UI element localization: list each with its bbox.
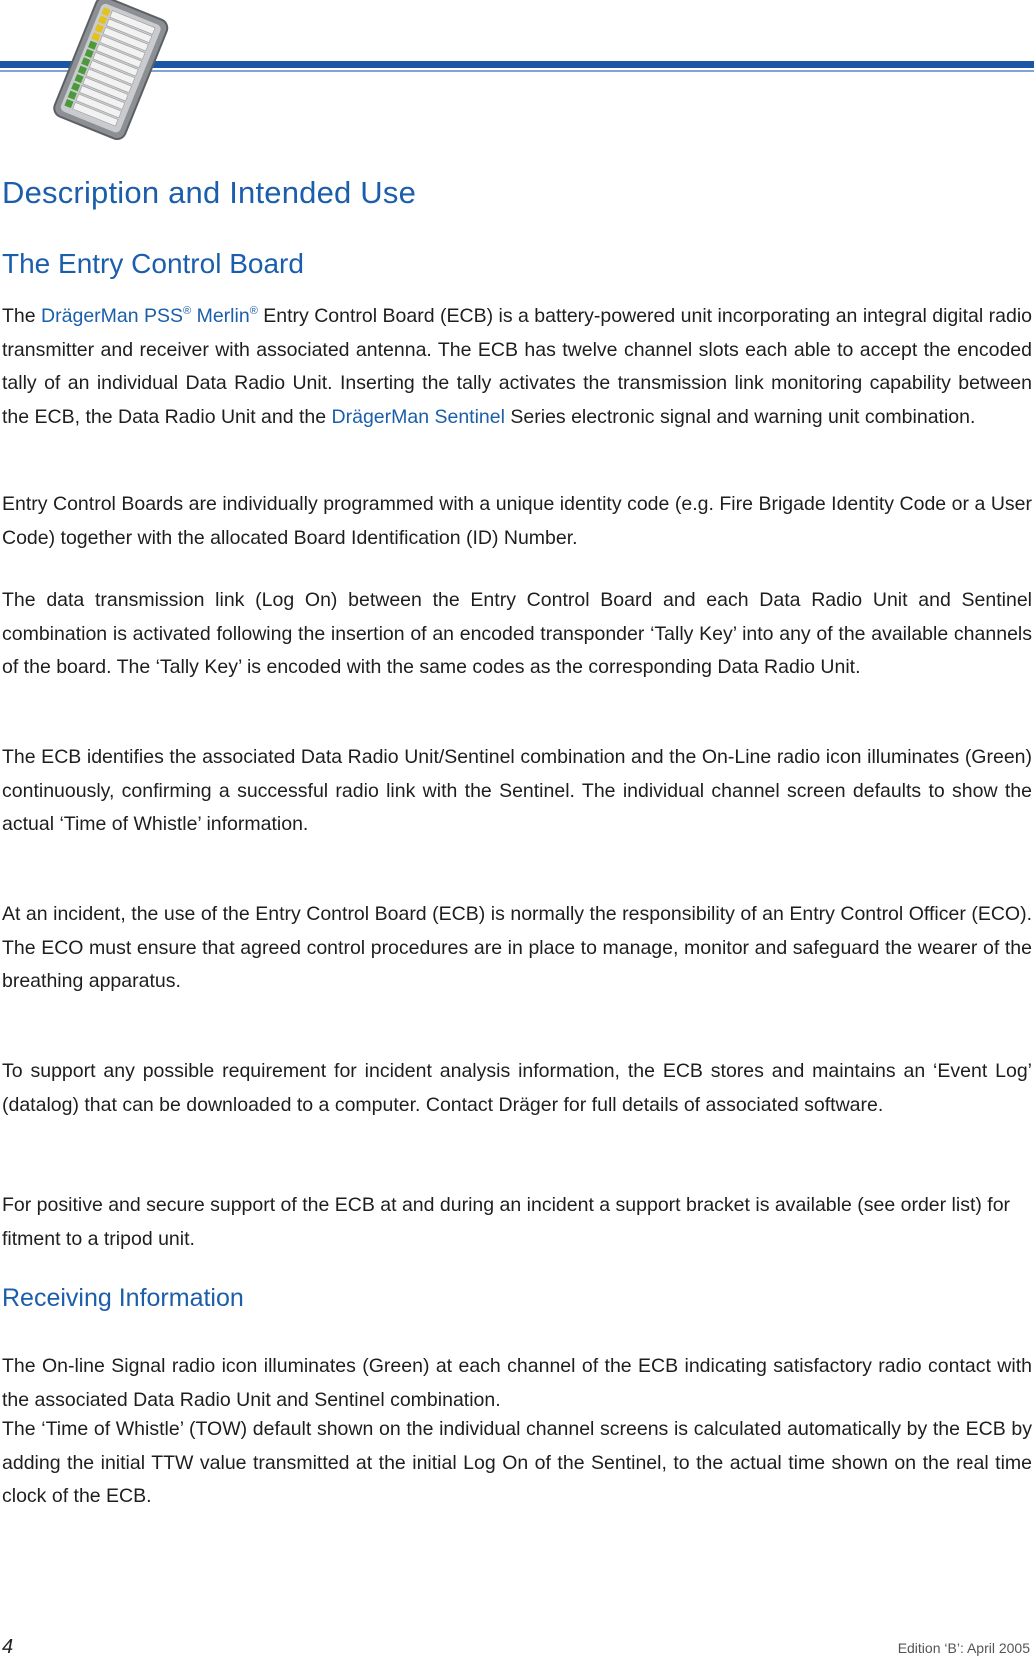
section-heading-receiving-information: Receiving Information — [2, 1284, 244, 1312]
brand-name-sentinel: DrägerMan Sentinel — [331, 405, 505, 428]
ecb-paragraph-4: The ECB identifies the associated Data Radio Unit/Sentinel combination and the On-Line radio icon illuminates (Green) continuously, confirming a successful radio link with the Sentinel. The individual channel screen defaults to show the actual ‘Time of Whistle’ information. — [2, 746, 1032, 835]
receiving-paragraph-1: The On-line Signal radio icon illuminates (Green) at each channel of the ECB indicating satisfactory radio contact with the associated Data Radio Unit and Sentinel combination. — [2, 1355, 1032, 1411]
page-title: Description and Intended Use — [2, 175, 417, 210]
receiving-paragraph-2: The ‘Time of Whistle’ (TOW) default shown on the individual channel screens is calculated automatically by the ECB by adding the initial TTW value transmitted at the initial Log On of the Sentinel, to the actual time shown on the real time clock of the ECB. — [2, 1418, 1032, 1507]
entry-control-board-image — [40, 0, 180, 140]
ecb-paragraph-6: To support any possible requirement for incident analysis information, the ECB stores and maintains an ‘Event Log’ (datalog) that can be downloaded to a computer. Contact Dräger for full details of associated software. — [2, 1060, 1032, 1116]
brand-name: DrägerMan PSS® Merlin® — [41, 305, 258, 327]
edition-label: Edition ‘B’: April 2005 — [897, 1640, 1030, 1656]
ecb-paragraph-3: The data transmission link (Log On) between the Entry Control Board and each Data Radio Unit and Sentinel combination is activated following the insertion of an encoded transponder ‘Tally Key’ into any of the available channels of the board. The ‘Tally Key’ is encoded with the same codes as the corresponding Data Radio Unit. — [2, 589, 1032, 678]
section-heading-entry-control-board: The Entry Control Board — [2, 248, 304, 279]
ecb-paragraph-1: The DrägerMan PSS® Merlin® Entry Control Board (ECB) is a battery-powered unit incorporating an integral digital radio transmitter and receiver with associated antenna. The ECB has twelve channel slots each able to accept the encoded tally of an individual Data Radio Unit. Inserting the tally activates the transmission link monitoring capability between the ECB, the Data Radio Unit and the DrägerMan Sentinel Series electronic signal and warning unit combination. — [2, 305, 1032, 428]
page-number: 4 — [2, 1636, 14, 1658]
ecb-paragraph-5: At an incident, the use of the Entry Control Board (ECB) is normally the responsibility of an Entry Control Officer (ECO). The ECO must ensure that agreed control procedures are in place to manage, monitor and safeguard the wearer of the breathing apparatus. — [2, 903, 1032, 992]
ecb-paragraph-7: For positive and secure support of the ECB at and during an incident a support bracket is available (see order list) for fitment to a tripod unit. — [2, 1194, 1011, 1250]
ecb-paragraph-2: Entry Control Boards are individually programmed with a unique identity code (e.g. Fire Brigade Identity Code or a User Code) together with the allocated Board Identification (ID) Number. — [2, 493, 1032, 549]
